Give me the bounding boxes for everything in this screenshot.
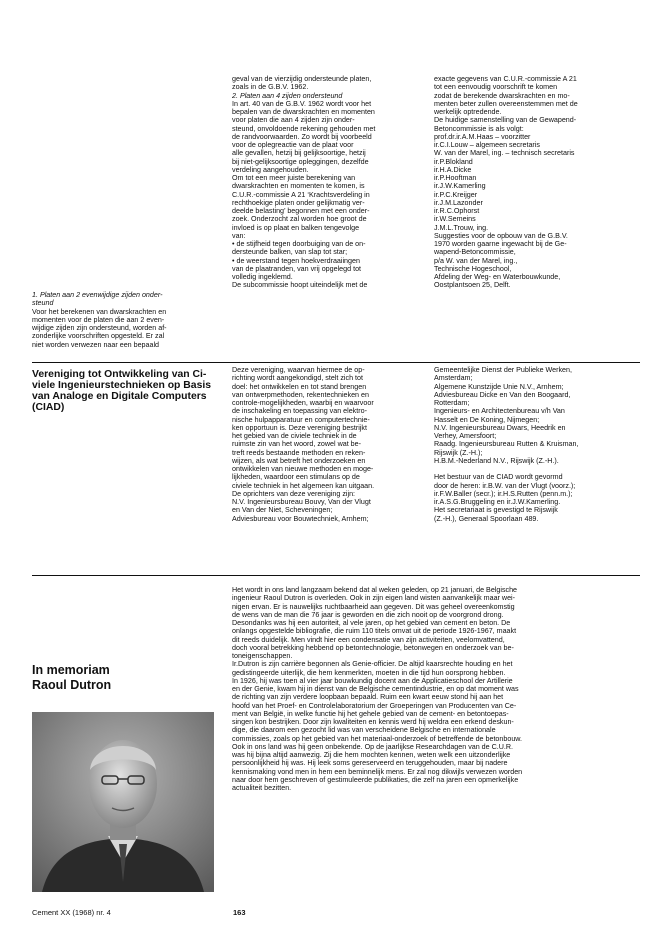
text-line: dige, die daarom een gezocht lid was van verscheidene Belgische en internationale xyxy=(232,726,496,735)
text-line: richting wordt aangekondigd, stelt zich tot xyxy=(232,374,363,383)
text-line: 1. Platen aan 2 evenwijdige zijden onder- xyxy=(32,291,163,299)
text-line: 2. Platen aan 4 zijden ondersteund xyxy=(232,91,343,100)
text-line: J.M.L.Trouw, ing. xyxy=(434,223,489,232)
heading-line: (CIAD) xyxy=(32,402,65,413)
text-line: ir.J.W.Kamerling xyxy=(434,182,486,191)
text-line: In 1926, hij was toen al vier jaar bouwkundig docent aan de Applicatieschool der Artillerie xyxy=(232,676,513,685)
text-line: 1970 worden gaarne ingewacht bij de Ge- xyxy=(434,240,567,248)
text-line: doel: het ontwikkelen en tot stand brengen xyxy=(232,382,367,391)
text-line: volledig ingeklemd. xyxy=(232,273,293,281)
text-line: Hasselt en De Koning, Nijmegen; xyxy=(434,415,540,424)
text-line: ir.C.I.Louw – algemeen secretaris xyxy=(434,141,540,149)
text-line: ken opportuun is. Deze vereniging bestrijkt xyxy=(232,423,367,432)
text-line: dersteunde balken, van slap tot star; xyxy=(232,248,348,257)
text-line: voor platen die aan 4 zijden zijn onder- xyxy=(232,116,355,125)
text-line: hoofd van het Proef- en Controlelaboratorium der Groeperingen van Producenten van Ce- xyxy=(232,701,517,710)
text-line: was hij bijna altijd aanwezig. Zij die hem mochten kennen, weten welk een uitzonderlijke xyxy=(232,751,511,759)
text-line: Gemeentelijke Dienst der Publieke Werken, xyxy=(434,366,572,374)
text-line: zonderlijke voorschriften opgesteld. Er zal xyxy=(32,332,165,341)
text-line: wijdige zijden zijn ondersteund, worden af- xyxy=(32,324,167,332)
text-line: Betoncommissie is als volgt: xyxy=(434,124,524,133)
text-line: niet worden verwezen naar een bepaald xyxy=(32,340,160,349)
text-line: ruimste zin van het woord, zowel wat be- xyxy=(232,440,361,449)
text-line: ontwikkelen van nieuwe methoden en moge- xyxy=(232,465,374,473)
text-line: zoals in de G.B.V. 1962. xyxy=(232,83,309,92)
text-line: Ook in ons land was hij geen onbekende. Op de jaarlijkse Researchdagen van de C.U.R. xyxy=(232,742,514,751)
text-line: p/a W. van der Marel, ing., xyxy=(434,256,518,265)
text-line: de inschakeling en toepassing van elektro- xyxy=(232,407,367,416)
text-line: de richting van zijn verdere loopbaan bepaald. Ruim een kwart eeuw stond hij aan het xyxy=(232,693,504,702)
text-line: zodat de berekende dwarskrachten en mo- xyxy=(434,91,570,100)
text-line: zoek. Onderzocht zal worden hoe groot de xyxy=(232,215,367,224)
text-line: De oprichters van deze vereniging zijn: xyxy=(232,489,356,498)
text-line: ir.P.C.Kreijger xyxy=(434,190,478,199)
memoriam-heading xyxy=(32,663,222,693)
text-line: Raadg. Ingenieursbureau Rutten & Kruisman, xyxy=(434,440,579,449)
text-line: nische hulpapparatuur en computertechnie- xyxy=(232,415,370,424)
text-line: ir.J.M.Lazonder xyxy=(434,198,483,207)
text-line: exacte gegevens van C.U.R.-commissie A 21 xyxy=(434,75,577,83)
text-line: en Van der Niet, Scheveningen; xyxy=(232,506,333,515)
text-line: • de weerstand tegen hoekverdraaiingen xyxy=(232,256,360,265)
text-line: Ingenieurs- en Architectenbureau v/h Van xyxy=(434,407,565,416)
text-line: de wens van de man die 76 jaar is geworden en die zich nooit op de voorgrond drong. xyxy=(232,610,504,619)
heading-line: viele Ingenieurstechnieken op Basis xyxy=(32,380,212,391)
text-line: ment van België, in welke functie hij het gehele gebied van de cement- en betontoepas- xyxy=(232,709,509,718)
text-line: Suggesties voor de opbouw van de G.B.V. xyxy=(434,231,568,240)
section2-col3 xyxy=(434,366,634,523)
text-line: door de heren: ir.B.W. van der Vlugt (voorz.); xyxy=(434,481,576,490)
text-line: C.U.R.-commissie A 21 ‘Krachtsverdeling in xyxy=(232,190,370,199)
text-line: controle-mogelijkheden, waarbij en waarvoor xyxy=(232,399,374,407)
text-line: alle gevallen, hetzij bij gelijksoortige, hetzij xyxy=(232,149,366,158)
section1-col1 xyxy=(32,291,216,349)
text-line: Algemene Kunstzijde Unie N.V., Arnhem; xyxy=(434,382,564,391)
text-line: ingenieur Raoul Dutron is overleden. Ook in zijn eigen land wisten aanvankelijk maar wei- xyxy=(232,594,516,603)
text-line: van de plaatranden, van vrij opgelegd tot xyxy=(232,264,362,273)
text-line: singen kon bestrijken. Door zijn kwaliteiten en kennis werd hij weldra een erkend deskun- xyxy=(232,718,514,726)
text-line: ir.W.Semeins xyxy=(434,215,476,224)
text-line: De huidige samenstelling van de Gewapend- xyxy=(434,116,577,125)
text-line: civiele techniek in het algemeen kan uitgaan. xyxy=(232,481,375,490)
text-line: van ontwerpmethoden, rekentechnieken en xyxy=(232,390,369,399)
heading-line: Vereniging tot Ontwikkeling van Ci- xyxy=(32,369,207,380)
text-line: en der Genie, kwam hij in dienst van de Belgische cementindustrie, en op dat moment was xyxy=(232,685,519,693)
memoriam-body xyxy=(232,586,640,792)
section1-col2 xyxy=(232,75,420,290)
page-number: 163 xyxy=(233,908,246,917)
text-line: persoonlijkheid hij was. Hij leek soms gereserveerd en teruggehouden, maar bij nadere xyxy=(232,759,508,768)
text-line: kennismaking vond men in hem een beminnelijk mens. Er zal nog dikwijls verwezen worden xyxy=(232,767,523,776)
text-line: tot een eenvoudig voorschrift te komen xyxy=(434,83,558,92)
text-line: lijkheden, waardoor een stimulans op de xyxy=(232,473,360,482)
text-line: verdeling aangehouden. xyxy=(232,165,309,174)
text-line: bepalen van de dwarskrachten en momenten xyxy=(232,108,375,116)
text-line: werkelijk optredende. xyxy=(434,108,502,116)
text-line: In art. 40 van de G.B.V. 1962 wordt voor het xyxy=(232,99,372,108)
ciad-heading xyxy=(32,369,228,413)
text-line: deelde belasting’ begonnen met een onder- xyxy=(232,207,370,215)
text-line: H.B.M.-Nederland N.V., Rijswijk (Z.-H.). xyxy=(434,456,559,465)
text-line: W. van der Marel, ing. – technisch secretaris xyxy=(434,149,575,158)
text-line: Voor het berekenen van dwarskrachten en xyxy=(32,307,167,316)
heading-line: van Analoge en Digitale Computers xyxy=(32,391,207,402)
text-line: momenten voor de platen die aan 2 even- xyxy=(32,315,165,324)
text-line: De subcommissie hoopt uiteindelijk met de xyxy=(232,281,368,290)
text-line: van: xyxy=(232,231,246,240)
text-line: dwarskrachten en momenten te komen, is xyxy=(232,182,365,191)
text-line: bij niet-gelijksoortige opleggingen, dezelfde xyxy=(232,157,369,166)
text-line xyxy=(434,465,634,473)
text-line: ir.P.Blokland xyxy=(434,157,473,166)
section2-col2 xyxy=(232,366,420,523)
text-line: treft reeds bestaande methoden en reken- xyxy=(232,448,366,457)
text-line: steund, onvoldoende rekening gehouden met xyxy=(232,124,376,133)
text-line: het gebied van de civiele techniek in de xyxy=(232,432,357,440)
text-line: menten beter zullen overeenstemmen met de xyxy=(434,99,578,108)
text-line: Het wordt in ons land langzaam bekend dat al weken geleden, op 21 januari, de Belgische xyxy=(232,586,518,594)
text-line: Rotterdam; xyxy=(434,399,470,407)
text-line: Om tot een meer juiste berekening van xyxy=(232,174,356,182)
text-line: commissies, zoals op het gebied van het materiaal-onderzoek of betreffende de betonbouw. xyxy=(232,734,523,743)
text-line: gedistingeerde uiterlijk, die hem kenmerkten, moeten in die tijd hun oorsprong hebben. xyxy=(232,668,506,677)
journal-footer: Cement XX (1968) nr. 4 xyxy=(32,908,111,917)
text-line: geval van de vierzijdig ondersteunde platen, xyxy=(232,75,372,83)
text-line: Amsterdam; xyxy=(434,374,473,383)
text-line: • de stijfheid tegen doorbuiging van de on- xyxy=(232,240,366,248)
text-line: Verhey, Amersfoort; xyxy=(434,432,497,440)
text-line: prof.dr.ir.A.M.Haas – voorzitter xyxy=(434,132,531,141)
text-line: wapend-Betoncommissie, xyxy=(434,248,516,257)
text-line: Het bestuur van de CIAD wordt gevormd xyxy=(434,473,563,482)
text-line: rechthoekige platen onder gelijkmatig ver- xyxy=(232,198,365,207)
text-line: (Z.-H.), Generaal Spoorlaan 489. xyxy=(434,514,539,523)
text-line: Adviesbureau voor Bouwtechniek, Arnhem; xyxy=(232,514,369,523)
text-line: Het secretariaat is gevestigd te Rijswijk xyxy=(434,506,558,515)
portrait-photo xyxy=(32,712,214,892)
text-line: de randvoorwaarden. Zo wordt bij voorbeeld xyxy=(232,132,372,141)
text-line: onlangs opgestelde bibliografie, die ruim 110 titels omvat uit de periode 1926-1967, maakt xyxy=(232,627,517,636)
text-line: Adviesbureau Dicke en Van den Boogaard, xyxy=(434,390,571,399)
heading-line: In memoriam xyxy=(32,663,110,677)
text-line: dit reeds duidelijk. Men vindt hier een condensatie van zijn activiteiten, veelomvattend, xyxy=(232,635,505,644)
section1-col3 xyxy=(434,75,634,290)
text-line: wijzen, als wat betreft het onderzoeken en xyxy=(232,456,366,465)
text-line: Ir.Dutron is zijn carrière begonnen als Genie-officier. De altijd kaarsrechte houding en het xyxy=(232,660,513,669)
text-line: N.V. Ingenieursbureau Dwars, Heedrik en xyxy=(434,423,566,432)
text-line: Desondanks was hij een autoriteit, al vele jaren, op het gebied van cement en beton. De xyxy=(232,619,511,627)
text-line: steund xyxy=(32,299,54,308)
text-line: Rijswijk (Z.-H.); xyxy=(434,448,483,457)
section-rule-1 xyxy=(32,362,640,363)
text-line: Technische Hogeschool, xyxy=(434,264,512,273)
text-line: toneigenschappen. xyxy=(232,652,293,660)
text-line: Deze vereniging, waarvan hiermee de op- xyxy=(232,366,365,374)
text-line: Afdeling der Weg- en Waterbouwkunde, xyxy=(434,273,561,281)
text-line: invloed is op plaat en balken tengevolge xyxy=(232,223,360,232)
text-line: ir.R.C.Ophorst xyxy=(434,207,480,215)
portrait-image xyxy=(32,712,214,892)
text-line: actualiteit bezitten. xyxy=(232,784,292,792)
section-rule-2 xyxy=(32,575,640,576)
text-line: nigen ervan. Er is nauwelijks ruchtbaarheid aan gegeven. Dit was geheel overeenkomstig xyxy=(232,602,515,611)
text-line: ir.A.S.G.Bruggeling en ir.J.W.Kamerling. xyxy=(434,498,561,506)
text-line: naar door hem geschreven of gestimuleerde publikaties, die zelf na jaren een opmerkelijke xyxy=(232,775,519,784)
text-line: N.V. Ingenieursbureau Bouvy, Van der Vlugt xyxy=(232,498,371,506)
text-line: ir.F.W.Baller (secr.); ir.H.S.Rutten (penn.m.); xyxy=(434,489,573,498)
text-line: doch vooral betrekking hebbend op betontechnologie, betonwegen en onderzoek van be- xyxy=(232,643,514,652)
heading-line: Raoul Dutron xyxy=(32,678,112,692)
text-line: ir.H.A.Dicke xyxy=(434,165,472,174)
text-line: voor de oplegreactie van de plaat voor xyxy=(232,141,354,149)
text-line: Oostplantsoen 25, Delft. xyxy=(434,281,511,290)
text-line: ir.P.Hooftman xyxy=(434,174,477,182)
